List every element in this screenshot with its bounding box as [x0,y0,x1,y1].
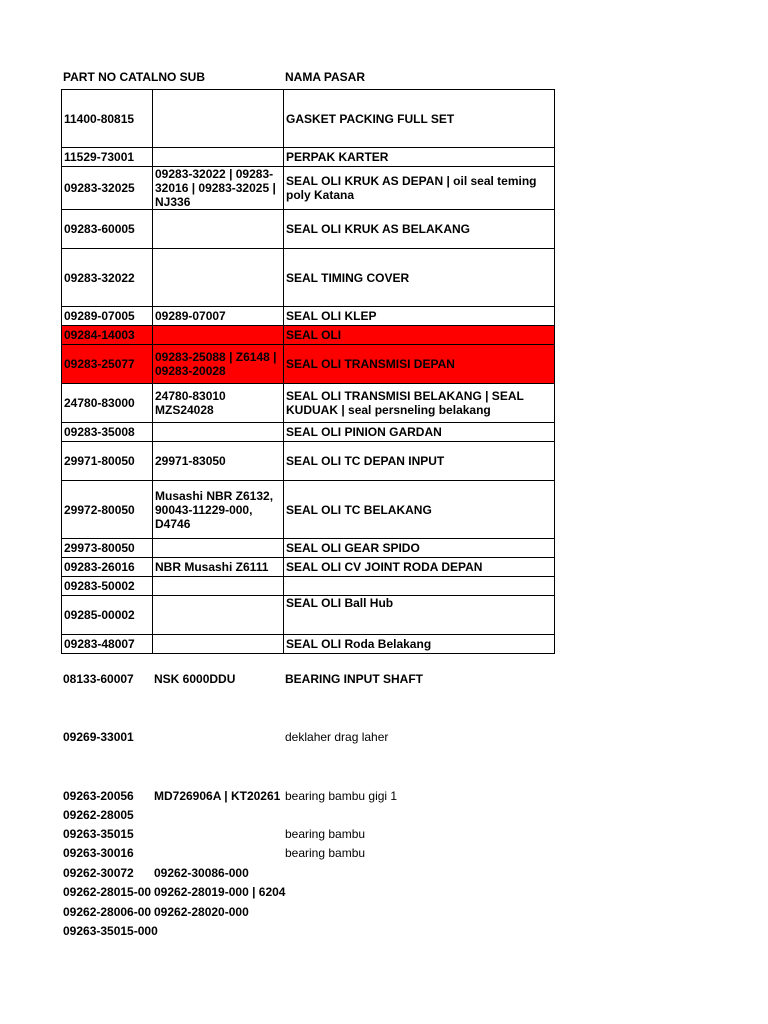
substitute-cell [153,249,284,307]
table-row [62,577,555,596]
market-name: bearing bambu [285,827,366,841]
part-number: 09263-35015 [63,827,134,841]
list-item [63,924,543,942]
market-name-cell: SEAL TIMING COVER [284,249,555,307]
market-name: bearing bambu gigi 1 [285,789,398,803]
table-row [62,307,555,326]
substitute-cell [153,596,284,635]
part-number-cell: 09283-35008 [62,423,153,442]
substitute: 09262-28019-000 | 6204 [154,885,286,899]
substitute-cell [153,148,284,167]
list-item [63,905,543,923]
market-name-cell: SEAL OLI TRANSMISI DEPAN [284,345,555,384]
substitute-cell: 24780-83010 MZS24028 [153,384,284,423]
market-name-cell: SEAL OLI TC BELAKANG [284,481,555,539]
table-row [62,148,555,167]
parts-table [61,89,555,654]
market-name-cell: SEAL OLI TRANSMISI BELAKANG | SEAL KUDUAK | seal persneling belakang [284,384,555,423]
substitute-cell [153,90,284,148]
market-name: BEARING INPUT SHAFT [285,672,423,686]
table-row [62,596,555,635]
part-number-cell: 11529-73001 [62,148,153,167]
market-name-cell: SEAL OLI PINION GARDAN [284,423,555,442]
header-nama-pasar: NAMA PASAR [285,70,365,84]
substitute: MD726906A | KT20261 [154,789,281,803]
header-part-no: PART NO CATALNO SUB [63,70,205,84]
list-item [63,808,543,826]
market-name-cell [284,577,555,596]
substitute-cell [153,423,284,442]
table-row [62,384,555,423]
part-number-cell: 09283-60005 [62,210,153,249]
part-number: 09263-35015-000 [63,924,158,938]
list-item [63,789,543,807]
list-item [63,866,543,884]
market-name-cell: SEAL OLI [284,326,555,345]
part-number-cell: 29971-80050 [62,442,153,481]
list-item [63,730,543,748]
market-name-cell: SEAL OLI GEAR SPIDO [284,539,555,558]
table-row [62,249,555,307]
part-number-cell: 09283-32025 [62,167,153,210]
substitute-cell [153,326,284,345]
substitute-cell [153,539,284,558]
substitute-cell: 09283-25088 | Z6148 | 09283-20028 [153,345,284,384]
part-number-cell: 24780-83000 [62,384,153,423]
table-row [62,481,555,539]
market-name: deklaher drag laher [285,730,389,744]
table-row [62,90,555,148]
part-number-cell: 09284-14003 [62,326,153,345]
market-name-cell: SEAL OLI Ball Hub [284,596,555,635]
table-row [62,423,555,442]
part-number-cell: 09285-00002 [62,596,153,635]
part-number-cell: 09289-07005 [62,307,153,326]
part-number-cell: 09283-48007 [62,635,153,654]
substitute-cell: Musashi NBR Z6132, 90043-11229-000, D4746 [153,481,284,539]
substitute: NSK 6000DDU [154,672,236,686]
part-number: 09262-28015-00 [63,885,152,899]
table-row [62,442,555,481]
list-item [63,827,543,845]
part-number-cell: 11400-80815 [62,90,153,148]
list-item [63,672,543,690]
table-row [62,326,555,345]
substitute-cell: 09289-07007 [153,307,284,326]
substitute-cell: NBR Musashi Z6111 [153,558,284,577]
market-name-cell: SEAL OLI CV JOINT RODA DEPAN [284,558,555,577]
table-row [62,345,555,384]
part-number-cell: 29973-80050 [62,539,153,558]
table-row [62,210,555,249]
part-number-cell: 09283-50002 [62,577,153,596]
substitute-cell: 09283-32022 | 09283-32016 | 09283-32025 | NJ336 [153,167,284,210]
part-number: 09263-30016 [63,846,134,860]
market-name-cell: SEAL OLI TC DEPAN INPUT [284,442,555,481]
table-row [62,539,555,558]
part-number-cell: 09283-25077 [62,345,153,384]
substitute-cell [153,635,284,654]
part-number: 09262-30072 [63,866,134,880]
table-row [62,635,555,654]
substitute: 09262-30086-000 [154,866,249,880]
part-number: 09262-28005 [63,808,134,822]
part-number-cell: 29972-80050 [62,481,153,539]
table-row [62,167,555,210]
part-number: 09263-20056 [63,789,134,803]
part-number: 09269-33001 [63,730,134,744]
market-name-cell: GASKET PACKING FULL SET [284,90,555,148]
substitute: 09262-28020-000 [154,905,249,919]
market-name: bearing bambu [285,846,366,860]
substitute-cell: 29971-83050 [153,442,284,481]
list-item [63,885,543,903]
substitute-cell [153,577,284,596]
part-number-cell: 09283-26016 [62,558,153,577]
part-number: 09262-28006-00 [63,905,152,919]
table-row [62,558,555,577]
list-item [63,846,543,864]
column-headers [63,70,563,88]
part-number-cell: 09283-32022 [62,249,153,307]
market-name-cell: SEAL OLI KLEP [284,307,555,326]
market-name-cell: SEAL OLI KRUK AS DEPAN | oil seal teming poly Katana [284,167,555,210]
substitute-cell [153,210,284,249]
part-number: 08133-60007 [63,672,134,686]
market-name-cell: SEAL OLI KRUK AS BELAKANG [284,210,555,249]
market-name-cell: SEAL OLI Roda Belakang [284,635,555,654]
market-name-cell: PERPAK KARTER [284,148,555,167]
